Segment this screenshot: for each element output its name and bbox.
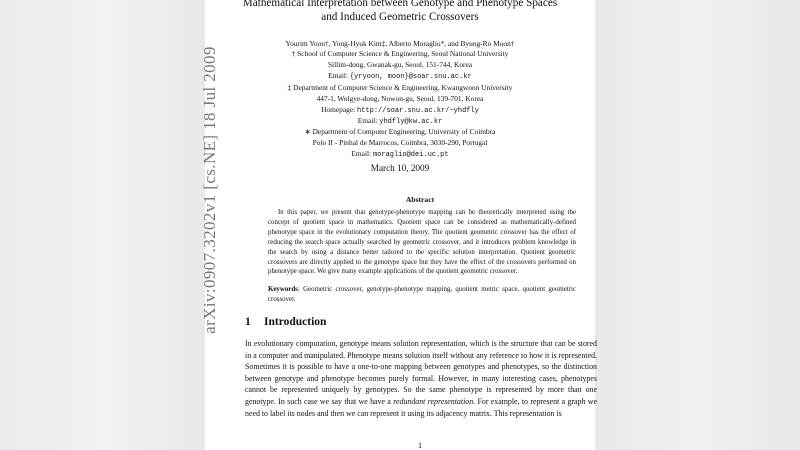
affiliation-1-line-2: Sillim-dong, Gwanak-gu, Seoul, 151-744, Korea [327, 60, 473, 69]
email-address: yhdfly@kw.ac.kr [379, 118, 443, 126]
affiliation-2-line-2: 447-1, Wolgye-dong, Nowon-gu, Seoul, 139-701, Korea [316, 94, 484, 103]
section-heading [245, 316, 326, 328]
left-background [0, 0, 205, 450]
homepage-url: http://soar.snu.ac.kr/~yhdfly [357, 107, 479, 115]
keywords-text: : Geometric crossover, genotype-phenotype mapping, quotient metric space, quotient geometric crossover. [268, 286, 576, 303]
section-title: Introduction [264, 316, 327, 328]
keywords-label: Keywords [268, 286, 298, 293]
abstract-heading: Abstract [405, 195, 435, 204]
page-number: 1 [418, 441, 422, 450]
affiliation-3-line-2: Polo II - Pinhal de Marrocos, Coimbra, 3030-290, Portugal [312, 138, 488, 147]
affiliation-2-line-1: ‡ Department of Computer Science & Engineering, Kwangwoon University [287, 83, 513, 92]
email-address: moraglio@dei.uc.pt [372, 151, 449, 159]
keywords [268, 285, 576, 305]
authors: Yourim Yoon†, Yong-Hyuk Kim‡, Alberto Moraglio*, and Byung-Ro Moon† [285, 39, 515, 48]
affiliation-3-email [205, 148, 595, 161]
email-label: Email: [351, 149, 373, 158]
introduction-paragraph [245, 338, 597, 419]
paper-title-line-2: and Induced Geometric Crossovers [321, 11, 479, 23]
section-number: 1 [245, 316, 251, 328]
email-address: {yryoon, moon}@soar.snu.ac.kr [349, 73, 472, 81]
paper-title-line-1: Mathematical Interpretation between Genotype and Phenotype Spaces [242, 0, 558, 9]
right-background [595, 0, 800, 450]
email-label: Email: [328, 71, 350, 80]
paper-date: March 10, 2009 [370, 163, 430, 173]
arxiv-identifier-text: arXiv:0907.3202v1 [cs.NE] 18 Jul 2009 [200, 46, 219, 334]
email-label: Email: [357, 116, 380, 125]
affiliation-1-line-1: † School of Computer Science & Engineering, Seoul National University [291, 49, 509, 58]
abstract-body: In this paper, we present that genotype-phenotype mapping can be theoretically interpreted using the concept of quotient space in mathematics. Quotient space can be considered as mathematically-defined phenotype space in the evolutionary computation theory. The quotient geometric crossover has the effect of reducing the search space actually searched by geometric crossover, and it introduces problem knowledge in the search by using a distance better tailored to the specific solution interpretation. Quotient geometric crossovers are directly applied to the genotype space but they have the effect of the crossovers performed on phenotype space. We give many example applications of the quotient geometric crossover. [268, 209, 576, 276]
intro-text-2: . For example, to represent a graph we need to label its nodes and then we can represent it using its adjacency matrix. This representation is [245, 396, 597, 418]
homepage-label: Homepage: [321, 105, 358, 114]
affiliation-3-line-1: ∗ Department of Computer Engineering, University of Coimbra [304, 127, 496, 136]
intro-emphasis: redundant representation [393, 396, 474, 406]
intro-text-1: In evolutionary computation, genotype means solution representation, which is the structure that can be stored in a computer and manipulated. Phenotype means solution itself without any reference to how it is represented. Sometimes it is possible to have a one-to-one mapping between genotypes and phenotypes, so the distinction between genotype and phenotype becomes purely formal. However, in many interesting cases, phenotypes cannot be represented uniquely by genotypes. So the same phenotype is represented by more than one genotype. In such case we say that we have a [245, 339, 597, 406]
